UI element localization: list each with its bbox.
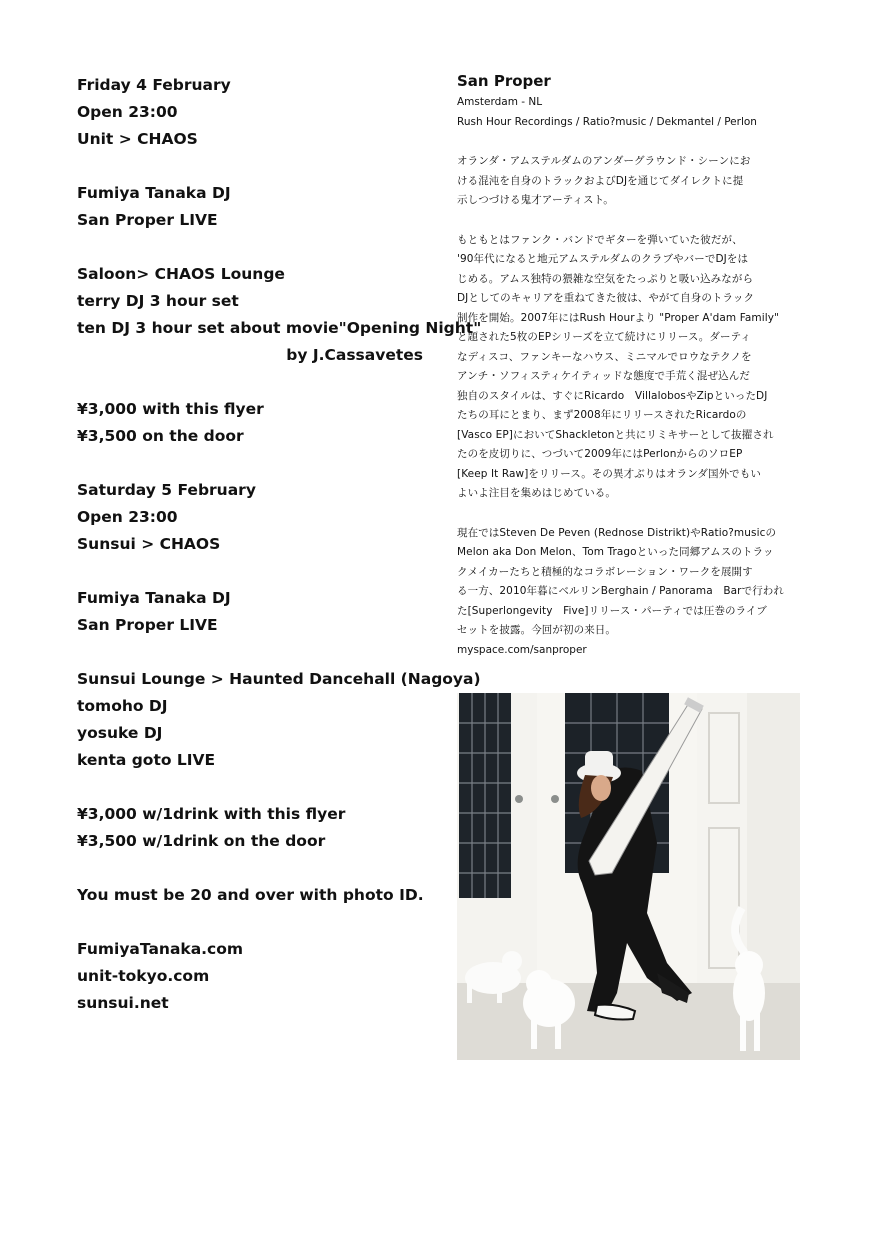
event-line: sunsui.net: [77, 994, 169, 1012]
event-line: ¥3,000 w/1drink with this flyer: [77, 805, 346, 823]
event-line: Fumiya Tanaka DJ: [77, 184, 231, 202]
event-line: yosuke DJ: [77, 724, 163, 742]
bio-line: セットを披露。今回が初の来日。: [457, 624, 616, 636]
bio-line: [Vasco EP]においてShackletonと共にリミキサーとして抜擢され: [457, 428, 774, 441]
bio-line: る一方、2010年暮にベルリンBerghain / Panorama Barで行われ: [457, 585, 784, 597]
bio-line: なディスコ、ファンキーなハウス、ミニマルでロウなテクノを: [457, 350, 752, 363]
event-line: Open 23:00: [77, 103, 178, 121]
bio-line: たちの耳にとまり、まず2008年にリリースされたRicardoの: [457, 409, 747, 421]
bio-line: クメイカーたちと積極的なコラボレーション・ワークを展開す: [457, 565, 753, 578]
event-line: Open 23:00: [77, 508, 178, 526]
spacer: [77, 774, 437, 801]
spacer: [77, 369, 437, 396]
event-line: Sunsui > CHAOS: [77, 535, 221, 553]
event-line: Friday 4 February: [77, 76, 231, 94]
bio-line: 制作を開始。2007年にはRush Hourより "Proper A'dam Family": [457, 311, 780, 324]
bio-line: [Keep It Raw]をリリース。その異才ぶりはオランダ国外でもい: [457, 467, 761, 480]
bio-line: オランダ・アムステルダムのアンダーグラウンド・シーンにお: [457, 155, 751, 167]
event-line: Unit > CHAOS: [77, 130, 198, 148]
artist-profile: [457, 70, 803, 659]
bio-line: 示しつづける鬼才アーティスト。: [457, 194, 614, 206]
event-info: [77, 72, 482, 1017]
bio-line: じめる。アムス独特の猥雑な空気をたっぷりと吸い込みながら: [457, 272, 754, 285]
artist-labels: Rush Hour Recordings / Ratio?music / Dekmantel / Perlon: [457, 116, 757, 128]
event-line: Saturday 5 February: [77, 481, 256, 499]
event-line: San Proper LIVE: [77, 616, 218, 634]
spacer: [77, 639, 437, 666]
artist-name: San Proper: [457, 72, 551, 90]
spacer: [77, 153, 437, 180]
artist-location: Amsterdam - NL: [457, 96, 543, 108]
event-line: Fumiya Tanaka DJ: [77, 589, 231, 607]
spacer: [77, 234, 437, 261]
event-line: ¥3,500 on the door: [77, 427, 244, 445]
event-line: ¥3,500 w/1drink on the door: [77, 832, 326, 850]
event-line: terry DJ 3 hour set: [77, 292, 239, 310]
event-line: Sunsui Lounge > Haunted Dancehall (Nagoya): [77, 670, 481, 688]
bio-line: DJとしてのキャリアを重ねてきた彼は、やがて自身のトラック: [457, 292, 755, 304]
bio-line: 現在ではSteven De Peven (Rednose Distrikt)やRatio?musicの: [457, 526, 777, 539]
bio-paragraph-2: [457, 231, 803, 504]
event-line: by J.Cassavetes: [286, 346, 423, 364]
artist-url[interactable]: myspace.com/sanproper: [457, 643, 587, 656]
bio-line: よいよ注目を集めはじめている。: [457, 487, 616, 499]
bio-paragraph-3: [457, 524, 803, 641]
spacer: [77, 855, 437, 882]
spacer: [77, 558, 437, 585]
event-line: San Proper LIVE: [77, 211, 218, 229]
bio-line: ける混沌を自身のトラックおよびDJを通じてダイレクトに提: [457, 174, 744, 187]
event-line: ten DJ 3 hour set about movie"Opening Night": [77, 319, 482, 337]
artist-photo: [457, 693, 800, 1060]
bio-paragraph-1: [457, 152, 803, 211]
event-line: Saloon> CHAOS Lounge: [77, 265, 285, 283]
spacer: [77, 450, 437, 477]
bio-line: た[Superlongevity Five]リリース・パーティでは圧巻のライブ: [457, 604, 767, 617]
bio-line: 独自のスタイルは、すぐにRicardo VillalobosやZipといったDJ: [457, 389, 768, 402]
spacer: [77, 909, 437, 936]
event-line: tomoho DJ: [77, 697, 168, 715]
event-line: unit-tokyo.com: [77, 967, 210, 985]
event-line: You must be 20 and over with photo ID.: [77, 886, 424, 904]
bio-line: と題された5枚のEPシリーズを立て続けにリリース。ダーティ: [457, 331, 751, 343]
bio-line: もともとはファンク・バンドでギターを弾いていた彼だが、: [457, 233, 743, 246]
bio-line: '90年代になると地元アムステルダムのクラブやバーでDJをは: [457, 253, 749, 265]
event-line: kenta goto LIVE: [77, 751, 216, 769]
event-line: FumiyaTanaka.com: [77, 940, 244, 958]
event-line: ¥3,000 with this flyer: [77, 400, 264, 418]
bio-line: たのを皮切りに、つづいて2009年にはPerlonからのソロEP: [457, 448, 743, 460]
bio-line: Melon aka Don Melon、Tom Tragoといった同郷アムスのトラッ: [457, 546, 774, 558]
bio-line: アンチ・ソフィスティケイティッドな態度で手荒く混ぜ込んだ: [457, 370, 750, 382]
